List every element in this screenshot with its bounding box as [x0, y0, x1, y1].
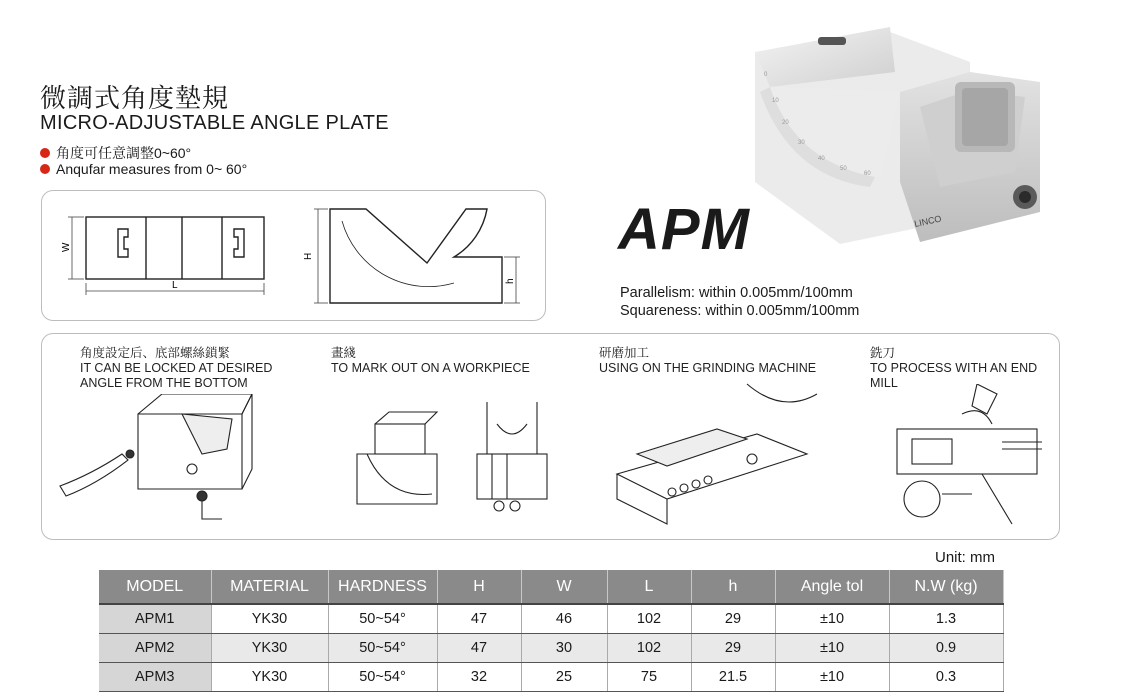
cell-model: APM1 — [99, 604, 211, 634]
angle-plate-product-photo — [740, 12, 1070, 247]
header-net-weight: N.W (kg) — [889, 570, 1003, 604]
product-code: APM — [618, 197, 750, 262]
cell-w: 46 — [521, 604, 607, 634]
cell-net-weight: 0.3 — [889, 663, 1003, 692]
svg-text:30: 30 — [798, 140, 805, 146]
usage-cn: 角度設定后、底部螺絲鎖緊 — [80, 346, 231, 360]
usage-en: IT CAN BE LOCKED AT DESIRED ANGLE FROM THE BOTTOM — [80, 361, 273, 390]
dim-label-w: W — [61, 242, 72, 252]
title-english: MICRO-ADJUSTABLE ANGLE PLATE — [40, 112, 389, 134]
cell-material: YK30 — [211, 663, 328, 692]
svg-text:LINCO: LINCO — [913, 213, 943, 229]
usage-en: TO PROCESS WITH AN END MILL — [870, 361, 1038, 390]
cell-hardness: 50~54° — [328, 634, 437, 663]
dim-label-h-small: h — [505, 278, 516, 284]
cell-net-weight: 1.3 — [889, 604, 1003, 634]
usage-en: USING ON THE GRINDING MACHINE — [599, 361, 817, 375]
table-row — [99, 663, 1003, 692]
unit-label: Unit: mm — [935, 549, 995, 566]
svg-text:20: 20 — [782, 120, 789, 126]
feature-text: 角度可任意調整0~60° — [56, 145, 192, 161]
grinding-illustration — [607, 374, 847, 534]
header-w: W — [521, 570, 607, 604]
locking-illustration — [52, 394, 272, 534]
cell-h-big: 32 — [437, 663, 521, 692]
cell-model: APM2 — [99, 634, 211, 663]
dim-label-l: L — [172, 280, 178, 291]
cell-hardness: 50~54° — [328, 604, 437, 634]
cell-l: 102 — [607, 634, 691, 663]
header-hardness: HARDNESS — [328, 570, 437, 604]
table-row — [99, 634, 1003, 663]
cell-angle-tol: ±10 — [775, 634, 889, 663]
feature-text: Anqufar measures from 0~ 60° — [56, 161, 248, 177]
svg-text:50: 50 — [840, 166, 847, 172]
feature-item — [40, 143, 191, 163]
svg-text:10: 10 — [772, 98, 779, 104]
cell-h-big: 47 — [437, 634, 521, 663]
cell-angle-tol: ±10 — [775, 663, 889, 692]
usage-item — [80, 346, 272, 391]
cell-h-small: 29 — [691, 634, 775, 663]
cell-w: 30 — [521, 634, 607, 663]
usage-cn: 畫綫 — [331, 346, 357, 360]
technical-drawing-panel — [41, 190, 546, 321]
spec-squareness: Squareness: within 0.005mm/100mm — [620, 303, 860, 319]
header-h-big: H — [437, 570, 521, 604]
usage-en: TO MARK OUT ON A WORKPIECE — [331, 361, 530, 375]
cell-material: YK30 — [211, 604, 328, 634]
table-row — [99, 604, 1003, 634]
dim-label-h-big: H — [303, 252, 314, 260]
usage-item — [599, 346, 816, 376]
cell-l: 75 — [607, 663, 691, 692]
header-model: MODEL — [99, 570, 211, 604]
usage-panel — [41, 333, 1060, 540]
dimension-drawing — [42, 191, 545, 320]
feature-item — [40, 161, 247, 177]
cell-model: APM3 — [99, 663, 211, 692]
usage-cn: 研磨加工 — [599, 346, 650, 360]
table-header-row — [99, 570, 1003, 604]
usage-cn: 銑刀 — [870, 346, 896, 360]
cell-net-weight: 0.9 — [889, 634, 1003, 663]
cell-l: 102 — [607, 604, 691, 634]
spec-table — [99, 570, 1004, 692]
cell-angle-tol: ±10 — [775, 604, 889, 634]
title-chinese: 微調式角度墊規 — [40, 84, 230, 114]
header-material: MATERIAL — [211, 570, 328, 604]
header-h-small: h — [691, 570, 775, 604]
cell-w: 25 — [521, 663, 607, 692]
cell-h-small: 21.5 — [691, 663, 775, 692]
cell-hardness: 50~54° — [328, 663, 437, 692]
header-l: L — [607, 570, 691, 604]
svg-text:40: 40 — [818, 156, 825, 162]
cell-h-big: 47 — [437, 604, 521, 634]
end-mill-illustration — [882, 384, 1052, 534]
bullet-dot-icon — [40, 164, 50, 174]
svg-text:60: 60 — [864, 171, 871, 177]
cell-material: YK30 — [211, 634, 328, 663]
bullet-dot-icon — [40, 148, 50, 158]
usage-item — [331, 346, 530, 376]
marking-illustration — [327, 394, 557, 534]
spec-parallelism: Parallelism: within 0.005mm/100mm — [620, 285, 853, 301]
svg-text:0: 0 — [764, 72, 768, 78]
cell-h-small: 29 — [691, 604, 775, 634]
header-angle-tol: Angle tol — [775, 570, 889, 604]
